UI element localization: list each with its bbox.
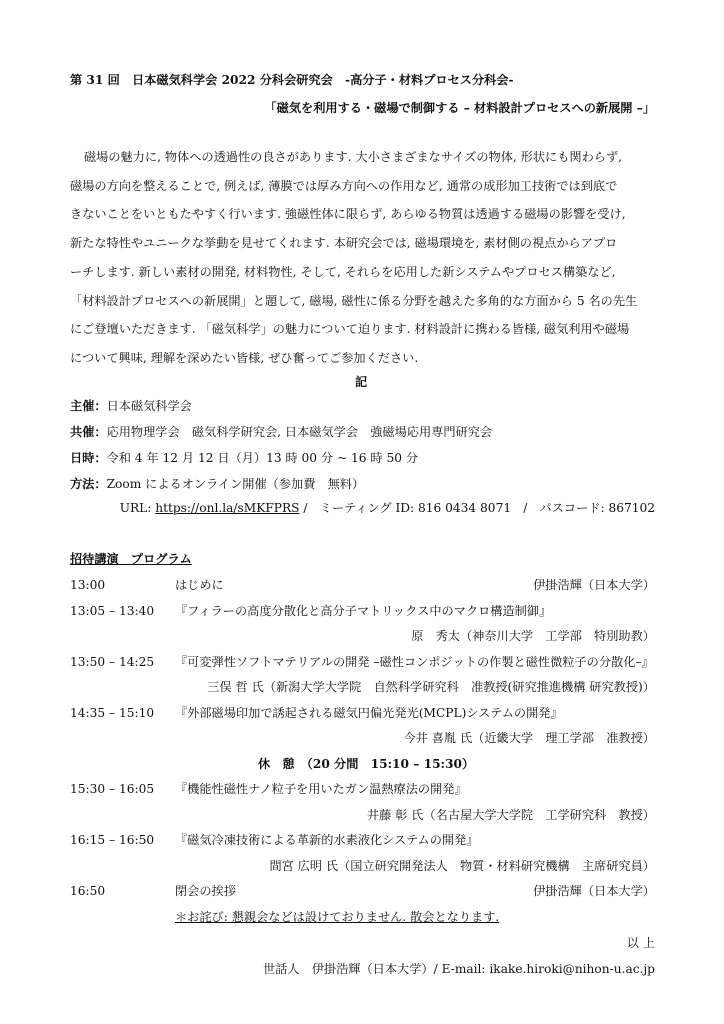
method-value: Zoom によるオンライン開催（参加費 無料） bbox=[106, 477, 365, 491]
program-speaker: 伊掛浩輝（日本大学） bbox=[533, 578, 655, 592]
intro-line: 「材料設計プロセスへの新展開」と題して, 磁場, 磁性に係る分野を越えた多角的な方面から 5 名の先生 bbox=[70, 294, 638, 308]
intro-line: について興味, 理解を深めたい皆様, ぜひ奮ってご参加ください. bbox=[70, 351, 419, 365]
intro-line: 新たな特性やユニークな挙動を見せてくれます. 本研究会では, 磁場環境を, 素材側の視点からアプロ bbox=[70, 236, 618, 250]
program-title: 『外部磁場印加で誘起される磁気円偏光発光(MCPL)システムの開発』 bbox=[175, 706, 563, 720]
program-time: 16:50 bbox=[70, 884, 106, 898]
program-title: 『可変弾性ソフトマテリアルの開発 –磁性コンポジットの作製と磁性微粒子の分散化–』 bbox=[175, 655, 654, 669]
apology-note: ＊お詫び: 懇親会などは設けておりません. 散会となります. bbox=[175, 910, 500, 924]
program-time: 13:50 – 14:25 bbox=[70, 655, 155, 669]
method-label: 方法： bbox=[70, 477, 107, 491]
date-value: 令和 4 年 12 月 12 日（月）13 時 00 分 ~ 16 時 50 分 bbox=[106, 451, 419, 465]
organizer-value: 日本磁気科学会 bbox=[106, 399, 192, 413]
program-time: 16:15 – 16:50 bbox=[70, 833, 155, 847]
program-speaker: 三俣 哲 氏（新潟大学大学院 自然科学研究科 准教授(研究推進機構 研究教授)） bbox=[207, 680, 655, 694]
program-title: 『フィラーの高度分散化と高分子マトリックス中のマクロ構造制御』 bbox=[175, 604, 552, 618]
intro-line: きないことをいともたやすく行います. 強磁性体に限らず, あらゆる物質は透過する磁場の影響を受け, bbox=[70, 207, 626, 221]
ki-heading: 記 bbox=[355, 375, 368, 389]
program-time: 14:35 – 15:10 bbox=[70, 706, 155, 720]
contact-line: 世話人 伊掛浩輝（日本大学）/ E-mail: ikake.hiroki@nihon-u.ac.jp bbox=[262, 962, 655, 976]
cosponsor-label: 共催： bbox=[70, 425, 107, 439]
zoom-row bbox=[120, 500, 655, 516]
program-time: 13:00 bbox=[70, 578, 106, 592]
program-title: 『機能性磁性ナノ粒子を用いたガン温熱療法の開発』 bbox=[175, 782, 467, 796]
date-label: 日時： bbox=[70, 451, 107, 465]
program-speaker: 今井 喜胤 氏（近畿大学 理工学部 准教授） bbox=[403, 731, 655, 745]
program-speaker: 間宮 広明 氏（国立研究開発法人 物質・材料研究機構 主席研究員） bbox=[269, 859, 655, 873]
organizer-row bbox=[70, 398, 192, 414]
program-title: はじめに bbox=[175, 578, 224, 592]
program-title: 『磁気冷凍技術による革新的水素液化システムの開発』 bbox=[175, 833, 479, 847]
program-speaker: 原 秀太（神奈川大学 工学部 特別助教） bbox=[411, 629, 655, 643]
intro-line: 磁場の魅力に, 物体への透過性の良さがあります. 大小さまざまなサイズの物体, 形状にも関わらず, bbox=[84, 150, 623, 164]
intro-line: 磁場の方向を整えることで, 例えば, 薄膜では厚み方向への作用など, 通常の成形加工技術では到底で bbox=[70, 179, 618, 193]
url-label: URL: bbox=[119, 501, 156, 515]
cosponsor-value: 応用物理学会 磁気科学研究会, 日本磁気学会 強磁場応用専門研究会 bbox=[106, 425, 493, 439]
program-time: 15:30 – 16:05 bbox=[70, 782, 155, 796]
organizer-label: 主催： bbox=[70, 399, 107, 413]
cosponsor-row bbox=[70, 424, 492, 440]
meeting-info: / ミーティング ID: 816 0434 8071 / パスコード: 867102 bbox=[303, 501, 655, 515]
zoom-url-link[interactable]: https://onl.la/sMKFPRS bbox=[155, 501, 300, 515]
date-row bbox=[70, 450, 418, 466]
title-line-1: 第 31 回 日本磁気科学会 2022 分科会研究会 -高分子・材料プロセス分科会- bbox=[70, 73, 514, 87]
program-time: 13:05 – 13:40 bbox=[70, 604, 155, 618]
break-row: 休 憩 （20 分間 15:10 – 15:30） bbox=[258, 757, 475, 771]
intro-line: にご登壇いただきます. 「磁気科学」の魅力について迫ります. 材料設計に携わる皆様, 磁気利用や磁場 bbox=[70, 322, 630, 336]
program-speaker: 伊掛浩輝（日本大学） bbox=[533, 884, 655, 898]
method-row bbox=[70, 476, 364, 492]
program-title: 閉会の挨拶 bbox=[175, 884, 236, 898]
title-line-2: 「磁気を利用する・磁場で制御する – 材料設計プロセスへの新展開 –」 bbox=[264, 101, 655, 115]
closing-ijo: 以 上 bbox=[626, 936, 655, 950]
program-speaker: 井藤 彰 氏（名古屋大学大学院 工学研究科 教授） bbox=[366, 808, 655, 822]
program-heading: 招待講演 プログラム bbox=[70, 552, 192, 566]
intro-line: ーチします. 新しい素材の開発, 材料物性, そして, それらを応用した新システムやプロセス構築など, bbox=[70, 265, 616, 279]
